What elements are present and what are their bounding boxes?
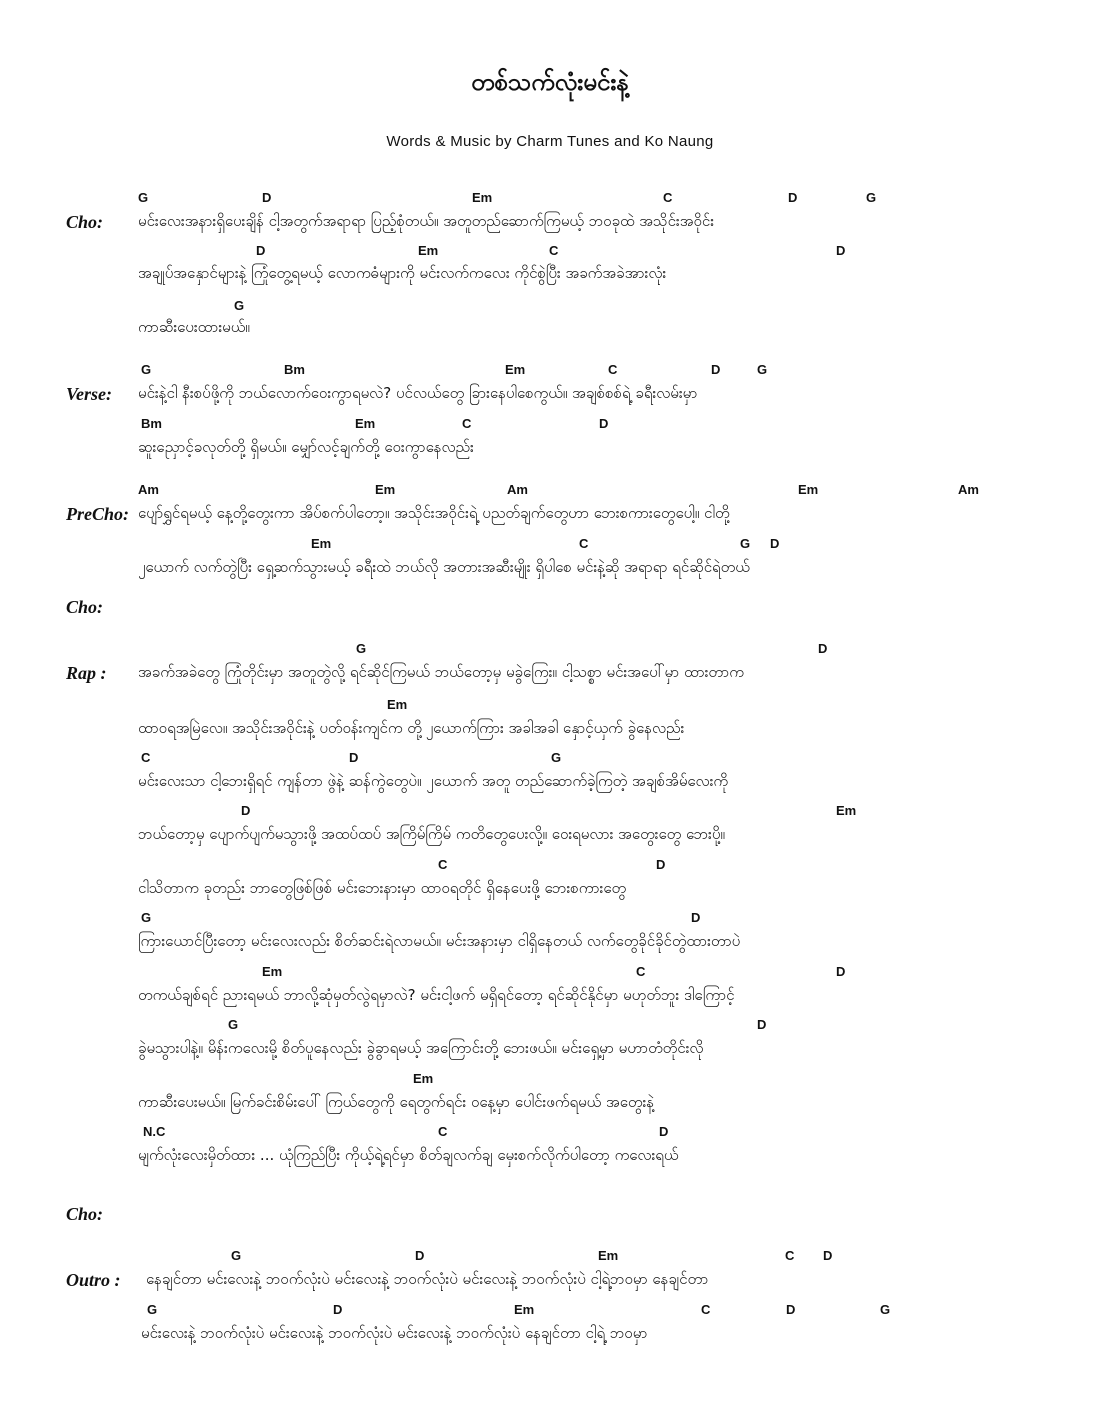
lyric-line: မင်းနဲ့ငါ နီးစပ်ဖို့ကို ဘယ်လောက်ဝေးကွာရမလဲ? ပင်လယ်တွေ ခြားနေပါစေကွယ်။ အချစ်စစ်ရဲ့ ခရီးလမ်းမှာ (138, 384, 698, 402)
chord: D (770, 536, 780, 551)
chord: D (415, 1248, 425, 1263)
chord: G (141, 362, 152, 377)
section-label-chorus: Cho: (66, 212, 104, 232)
chord: Em (413, 1071, 434, 1086)
chord: C (663, 190, 673, 205)
lyric-line: ကြားယောင်ပြီးတော့ မင်းလေးလည်း စိတ်ဆင်းရဲလာမယ်။ မင်းအနားမှာ ငါရှိနေတယ် လက်တွေခိုင်ခိုင်တွဲထားတာပဲ (138, 932, 741, 950)
chord: D (349, 750, 359, 765)
chord: Em (311, 536, 332, 551)
chord: Bm (284, 362, 305, 377)
section-label-outro: Outro : (66, 1270, 121, 1290)
chord: G (356, 641, 367, 656)
chord: Em (836, 803, 857, 818)
chord: G (551, 750, 562, 765)
chord: Em (598, 1248, 619, 1263)
section-label-prechorus: PreCho: (66, 504, 129, 524)
chord: Am (958, 482, 979, 497)
chord: C (549, 243, 559, 258)
chord: D (823, 1248, 833, 1263)
lyric-line: ဆူးညှောင့်ခလုတ်တို့ ရှိမယ်။ မျှော်လင့်ချက်တို့ ဝေးကွာနေလည်း (138, 438, 474, 456)
chord: G (141, 910, 152, 925)
section-label-verse: Verse: (66, 384, 112, 404)
chord: G (880, 1302, 891, 1317)
lyric-line: တကယ်ချစ်ရင် ညားရမယ် ဘာလို့ဆုံမှတ်လွဲရမှာလဲ? မင်းငါ့ဖက် မရှိရင်တော့ ရင်ဆိုင်နိုင်မှာ မဟုတ်ဘူး ဒါကြောင့် (138, 986, 735, 1004)
chord: D (256, 243, 266, 258)
lyric-line: ပျော်ရွှင်ရမယ့် နေ့တို့တွေးကာ အိပ်စက်ပါတော့။ အသိုင်းအဝိုင်းရဲ့ ပညတ်ချက်တွေဟာ ဘေးစကားတွေပေါ့။ ငါတို့ (138, 504, 730, 522)
song-title: တစ်သက်လုံးမင်းနဲ့ (471, 68, 629, 96)
chord: C (608, 362, 618, 377)
lyric-line: ကာဆီးပေးထားမယ်။ (138, 318, 250, 336)
lyric-line: မင်းလေးအနားရှိပေးချိန် ငါ့အတွက်အရာရာ ပြည့်စုံတယ်။ အတူတည်ဆောက်ကြမယ့် ဘဝခုထဲ အသိုင်းအဝိုင်း (138, 212, 715, 230)
chord: C (141, 750, 151, 765)
chord: C (636, 964, 646, 979)
chord: D (333, 1302, 343, 1317)
chord: G (740, 536, 751, 551)
section-label-chorus-repeat-1: Cho: (66, 597, 104, 617)
chord: C (462, 416, 472, 431)
chord: G (757, 362, 768, 377)
chord: C (438, 1124, 448, 1139)
chord: C (701, 1302, 711, 1317)
chord: D (659, 1124, 669, 1139)
chord: G (866, 190, 877, 205)
lyric-line: မင်းလေးနဲ့ ဘဝက်လုံးပဲ မင်းလေးနဲ့ ဘဝက်လုံးပဲ မင်းလေးနဲ့ ဘဝက်လုံးပဲ နေချင်တာ ငါ့ရဲ့ ဘဝမှာ (141, 1324, 648, 1342)
chord: Em (514, 1302, 535, 1317)
chord: Am (507, 482, 528, 497)
chord: Em (387, 697, 408, 712)
lyric-line: ငါသိတာက ခုတည်း ဘာတွေဖြစ်ဖြစ် မင်းဘေးနားမှာ ထာဝရတိုင် ရှိနေပေးဖို့ ဘေးစကားတွေ (138, 879, 627, 897)
section-label-rap: Rap : (66, 663, 107, 683)
chord: C (785, 1248, 795, 1263)
chord: D (599, 416, 609, 431)
lyric-line: ကာဆီးပေးမယ်။ မြက်ခင်းစိမ်းပေါ် ကြယ်တွေကို ရေတွက်ရင်း ဝနေ့မှာ ပေါင်းဖက်ရမယ် အတွေးနဲ့ (138, 1093, 655, 1111)
chord: D (241, 803, 251, 818)
lyric-line: ထာဝရအမြဲလေ။ အသိုင်းအဝိုင်းနဲ့ ပတ်ဝန်းကျင်က တို့၂ယောက်ကြား အခါအခါ နှောင့်ယှက် ခွဲနေလည်း (138, 719, 685, 737)
chord: Em (505, 362, 526, 377)
chord: N.C (143, 1124, 166, 1139)
lyric-line: ၂ယောက် လက်တွဲပြီး ရှေ့ဆက်သွားမယ့် ခရီးထဲ ဘယ်လို အတားအဆီးမျိုး ရှိပါစေ မင်းနဲ့ဆို အရာရာ ရင်ဆိုင်ရဲတယ် (138, 558, 750, 576)
chord: D (818, 641, 828, 656)
lyric-line: နေချင်တာ မင်းလေးနဲ့ ဘဝက်လုံးပဲ မင်းလေးနဲ့ ဘဝက်လုံးပဲ မင်းလေးနဲ့ ဘဝက်လုံးပဲ ငါ့ရဲ့ဘဝမှာ နေချင်တာ (146, 1270, 709, 1288)
chord: Am (138, 482, 159, 497)
song-credits: Words & Music by Charm Tunes and Ko Naung (386, 133, 714, 150)
chord: Em (262, 964, 283, 979)
lyric-line: မျက်လုံးလေးမှိတ်ထား ... ယုံကြည်ပြီး ကိုယ့်ရဲ့ရင်မှာ စိတ်ချလက်ချ မှေးစက်လိုက်ပါတော့ ကလေးရယ် (138, 1146, 679, 1164)
chord: Bm (141, 416, 162, 431)
chord: D (262, 190, 272, 205)
chord: Em (375, 482, 396, 497)
chord: G (228, 1017, 239, 1032)
chord: D (788, 190, 798, 205)
chord: G (231, 1248, 242, 1263)
chord: G (234, 298, 245, 313)
lyric-line: ခွဲမသွားပါနဲ့။ မိန်းကလေးမို့ စိတ်ပူနေလည်း ခွဲခွာရမယ့် အကြောင်းတို့ ဘေးဖယ်။ မင်းရှေ့မှာ မဟာတံတိုင်းလို (138, 1039, 704, 1057)
chord: C (438, 857, 448, 872)
chord: G (147, 1302, 158, 1317)
lyric-line: မင်းလေးသာ ငါ့ဘေးရှိရင် ကျန်တာ ဖွဲနဲ့ ဆန်ကွဲတွေပဲ။ ၂ယောက် အတူ တည်ဆောက်ခဲ့ကြတဲ့ အချစ်အိမ်လေးကို (138, 772, 729, 790)
lyric-line: ဘယ်တော့မှ ပျောက်ပျက်မသွားဖို့ အထပ်ထပ် အကြိမ်ကြိမ် ကတိတွေပေးလို့။ ဝေးရမလား အတွေးတွေ ဘေးပို့။ (138, 825, 725, 843)
lyric-line: အခက်အခဲတွေ ကြုံတိုင်းမှာ အတူတွဲလို့ ရင်ဆိုင်ကြမယ် ဘယ်တော့မှ မခွဲကြေး။ ငါ့သစ္စာ မင်းအပေါ်မှာ ထားတာက (138, 663, 744, 681)
chord: G (138, 190, 149, 205)
chord: D (836, 243, 846, 258)
chord: Em (472, 190, 493, 205)
chord: Em (798, 482, 819, 497)
chord: D (691, 910, 701, 925)
chord: D (711, 362, 721, 377)
chord: C (579, 536, 589, 551)
chord: D (786, 1302, 796, 1317)
lyric-line: အချုပ်အနှောင်များနဲ့ ကြုံတွေ့ရမယ့် လောကဓံများကို မင်းလက်ကလေး ကိုင်စွဲပြီး အခက်အခဲအားလုံး (138, 264, 667, 282)
chord: D (757, 1017, 767, 1032)
chord: D (656, 857, 666, 872)
chord: Em (418, 243, 439, 258)
section-label-chorus-repeat-2: Cho: (66, 1204, 104, 1224)
chord: D (836, 964, 846, 979)
chord: Em (355, 416, 376, 431)
